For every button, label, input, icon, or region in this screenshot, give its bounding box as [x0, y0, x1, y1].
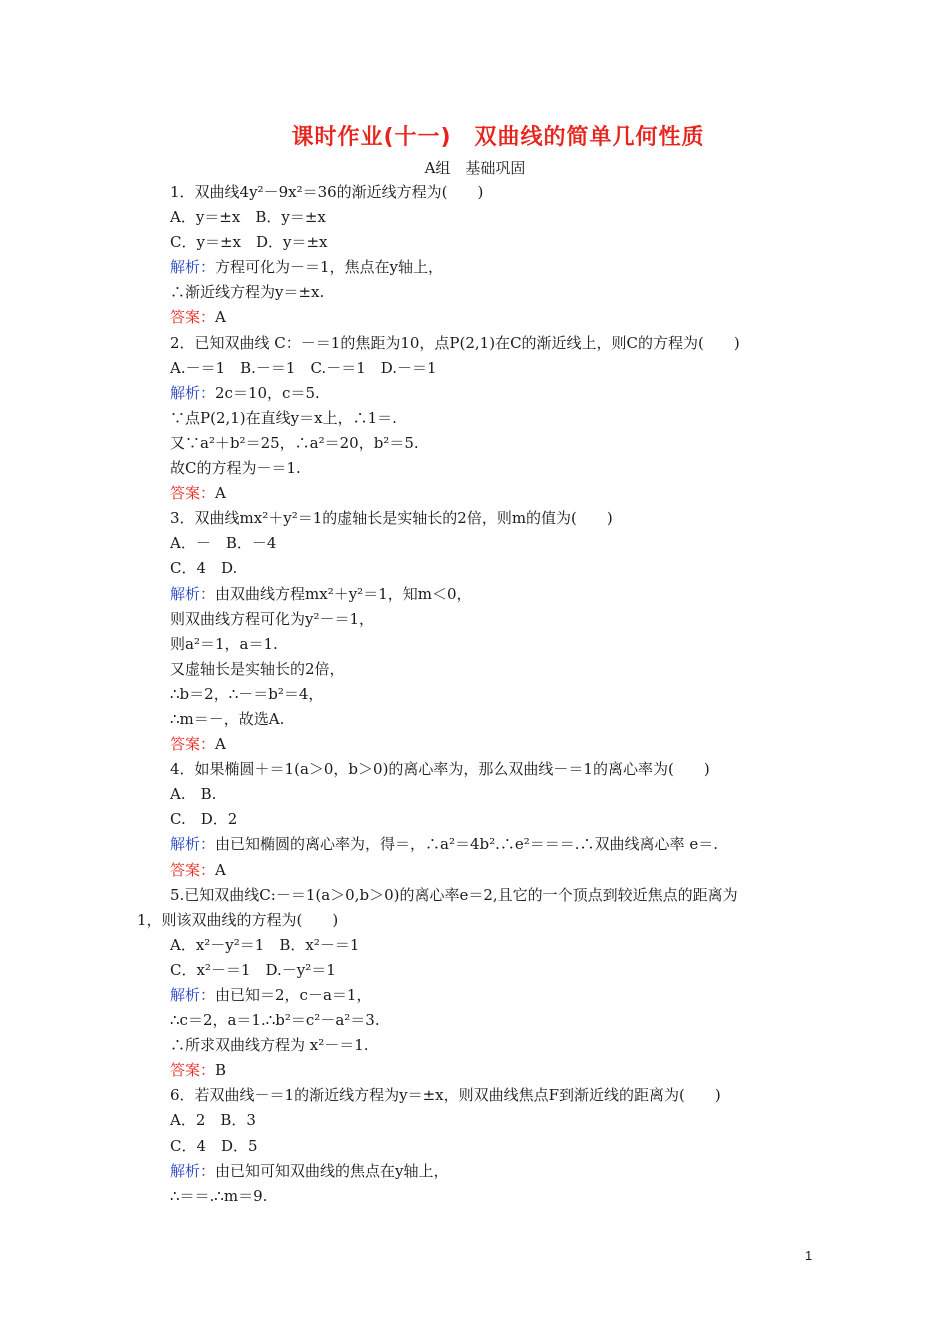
line-text: 又∵a²＋b²＝25，∴a²＝20，b²＝5. — [170, 433, 419, 452]
text-line — [170, 556, 850, 581]
line-text: A — [215, 860, 226, 879]
analysis-line — [170, 255, 850, 280]
exercise-body — [137, 180, 850, 1209]
page-title: 课时作业(十一) 双曲线的简单几何性质 — [291, 125, 705, 150]
page-number: 1 — [805, 1248, 813, 1263]
analysis-line — [170, 832, 850, 857]
line-text: C. D．2 — [170, 810, 238, 829]
analysis-label: 解析： — [170, 835, 216, 854]
text-line — [170, 632, 850, 657]
line-text: 2．已知双曲线 C：－＝1的焦距为10，点P(2,1)在C的渐近线上，则C的方程为( ) — [170, 333, 740, 352]
text-line — [170, 1108, 850, 1133]
line-text: A — [215, 484, 226, 503]
line-text: 则a²＝1，a＝1. — [170, 634, 278, 653]
line-text: A．x²－y²＝1 B．x²－＝1 — [170, 935, 360, 954]
analysis-label: 解析： — [170, 986, 216, 1004]
text-line — [170, 1033, 850, 1058]
text-line — [170, 757, 850, 782]
line-text: A．－ B．－4 — [170, 534, 277, 553]
analysis-label: 解析： — [170, 1161, 216, 1180]
text-line — [170, 607, 850, 632]
line-text: 由已知椭圆的离心率为，得＝，∴a²＝4b².∴e²＝＝＝.∴双曲线离心率 e＝. — [215, 835, 718, 854]
line-text: C．x²－＝1 D.－y²＝1 — [170, 960, 336, 979]
analysis-line — [170, 582, 850, 607]
analysis-label: 解析： — [170, 584, 216, 603]
text-line — [170, 1184, 850, 1209]
text-line — [170, 933, 850, 958]
line-text: A — [215, 308, 226, 327]
analysis-line — [170, 1159, 850, 1184]
line-text: 由已知＝2，c－a＝1， — [215, 986, 372, 1004]
line-text: A.－＝1 B.－＝1 C.－＝1 D.－＝1 — [170, 358, 437, 377]
text-line — [170, 657, 850, 682]
line-text: ∴＝＝.∴m＝9. — [170, 1186, 268, 1205]
line-text: ∵点P(2,1)在直线y＝x上，∴1＝. — [170, 408, 397, 427]
answer-label: 答案： — [170, 860, 216, 879]
line-text: C．4 D. — [170, 559, 238, 578]
text-line — [170, 531, 850, 556]
line-text: 由已知可知双曲线的焦点在y轴上， — [215, 1161, 449, 1180]
line-text: 由双曲线方程mx²＋y²＝1，知m＜0， — [215, 584, 472, 603]
text-line — [170, 280, 850, 305]
answer-line — [170, 858, 850, 883]
text-line — [170, 807, 850, 832]
line-text: 6．若双曲线－＝1的渐近线方程为y＝±x，则双曲线焦点F到渐近线的距离为( ) — [170, 1086, 721, 1105]
line-text: 5.已知双曲线C:－＝1(a＞0,b＞0)的离心率e＝2,且它的一个顶点到较近焦点的距离为 — [170, 885, 738, 904]
analysis-label: 解析： — [170, 383, 216, 402]
text-line — [170, 180, 850, 205]
line-text: 1，则该双曲线的方程为( ) — [137, 910, 339, 929]
line-text: C．4 D．5 — [170, 1136, 258, 1155]
line-text: A. B. — [170, 785, 217, 804]
text-line — [170, 883, 850, 908]
line-text: 2c＝10，c＝5. — [215, 383, 320, 402]
line-text: ∴m＝－，故选A. — [170, 709, 285, 728]
analysis-line — [170, 381, 850, 406]
text-line — [170, 1134, 850, 1159]
analysis-label: 解析： — [170, 258, 216, 277]
text-line — [170, 205, 850, 230]
line-text: 3．双曲线mx²＋y²＝1的虚轴长是实轴长的2倍，则m的值为( ) — [170, 509, 613, 528]
answer-line — [170, 1058, 850, 1083]
line-text: 故C的方程为－＝1. — [170, 459, 301, 478]
text-line — [170, 1083, 850, 1108]
text-line — [170, 356, 850, 381]
text-line — [170, 331, 850, 356]
line-text: A．2 B．3 — [170, 1111, 256, 1130]
line-text: ∴c＝2，a＝1.∴b²＝c²－a²＝3. — [170, 1011, 380, 1030]
answer-label: 答案： — [170, 484, 216, 503]
section-heading: A组 基础巩固 — [424, 159, 526, 177]
text-line — [170, 506, 850, 531]
text-line — [170, 1008, 850, 1033]
line-text: C．y＝±x D．y＝±x — [170, 233, 328, 252]
text-line — [170, 406, 850, 431]
answer-line — [170, 305, 850, 330]
line-text: ∴所求双曲线方程为 x²－＝1. — [170, 1036, 369, 1055]
answer-label: 答案： — [170, 735, 216, 754]
line-text: 4．如果椭圆＋＝1(a＞0，b＞0)的离心率为，那么双曲线－＝1的离心率为( ) — [170, 760, 710, 779]
line-text: 又虚轴长是实轴长的2倍， — [170, 659, 345, 678]
text-line — [170, 958, 850, 983]
line-text: 方程可化为－＝1，焦点在y轴上， — [215, 258, 444, 277]
line-text: 则双曲线方程可化为y²－＝1， — [170, 609, 375, 628]
text-line — [137, 908, 850, 933]
answer-label: 答案： — [170, 1061, 216, 1080]
text-line — [170, 456, 850, 481]
text-line — [170, 230, 850, 255]
text-line — [170, 682, 850, 707]
text-line — [170, 707, 850, 732]
answer-line — [170, 481, 850, 506]
line-text: A．y＝±x B．y＝±x — [170, 208, 326, 227]
line-text: ∴b＝2，∴－＝b²＝4， — [170, 684, 324, 703]
answer-label: 答案： — [170, 308, 216, 327]
line-text: B — [215, 1061, 227, 1080]
line-text: 1．双曲线4y²－9x²＝36的渐近线方程为( ) — [170, 183, 484, 201]
analysis-line — [170, 983, 850, 1008]
answer-line — [170, 732, 850, 757]
text-line — [170, 431, 850, 456]
line-text: A — [215, 735, 226, 754]
line-text: ∴渐近线方程为y＝±x. — [170, 283, 325, 302]
text-line — [170, 782, 850, 807]
